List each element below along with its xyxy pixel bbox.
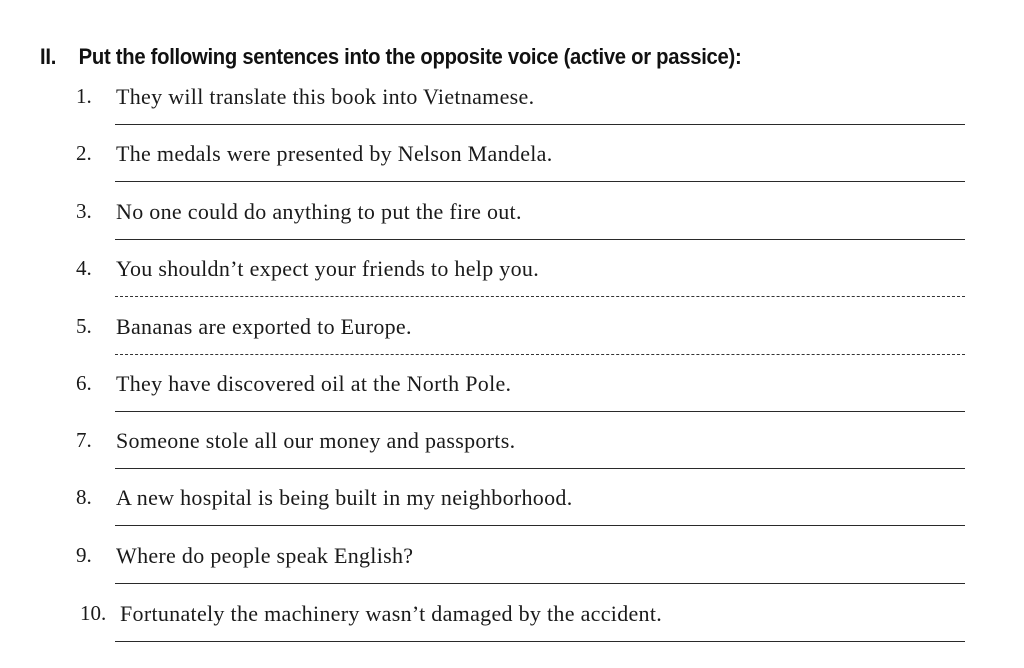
- section-number: II.: [40, 44, 57, 69]
- item-number: 2.: [76, 141, 92, 165]
- section-instruction: Put the following sentences into the opposite voice (active or passice):: [78, 44, 742, 69]
- answer-line[interactable]: [115, 641, 965, 642]
- item-number: 4.: [76, 256, 92, 280]
- exercise-item-1: [0, 84, 1024, 142]
- answer-line[interactable]: [115, 583, 965, 584]
- answer-line[interactable]: [115, 354, 965, 355]
- exercise-item-8: [0, 485, 1024, 543]
- exercise-item-10: [0, 601, 1024, 659]
- item-number: 3.: [76, 199, 92, 223]
- item-number: 7.: [76, 428, 92, 452]
- item-sentence: Where do people speak English?: [116, 543, 414, 568]
- item-sentence: You shouldn’t expect your friends to help you.: [116, 256, 540, 281]
- exercise-item-4: [0, 256, 1024, 314]
- exercise-item-7: [0, 428, 1024, 486]
- exercise-item-2: [0, 141, 1024, 199]
- item-sentence: No one could do anything to put the fire out.: [116, 199, 522, 224]
- section-heading: [40, 44, 741, 70]
- exercise-item-6: [0, 371, 1024, 429]
- item-number: 9.: [76, 543, 92, 567]
- item-number: 5.: [76, 314, 92, 338]
- item-number: 10.: [80, 601, 107, 625]
- item-sentence: They have discovered oil at the North Pole.: [116, 371, 512, 396]
- exercise-item-9: [0, 543, 1024, 601]
- item-number: 6.: [76, 371, 92, 395]
- item-sentence: Someone stole all our money and passports.: [116, 428, 516, 453]
- answer-line[interactable]: [115, 525, 965, 526]
- item-number: 1.: [76, 84, 92, 108]
- item-sentence: Bananas are exported to Europe.: [116, 314, 412, 339]
- answer-line[interactable]: [115, 181, 965, 182]
- item-sentence: A new hospital is being built in my neighborhood.: [116, 485, 573, 510]
- answer-line[interactable]: [115, 239, 965, 240]
- exercise-item-3: [0, 199, 1024, 257]
- item-sentence: They will translate this book into Vietnamese.: [116, 84, 535, 109]
- answer-line[interactable]: [115, 411, 965, 412]
- item-number: 8.: [76, 485, 92, 509]
- answer-line[interactable]: [115, 124, 965, 125]
- item-sentence: Fortunately the machinery wasn’t damaged by the accident.: [120, 601, 663, 626]
- item-sentence: The medals were presented by Nelson Mandela.: [116, 141, 553, 166]
- exercise-item-5: [0, 314, 1024, 372]
- answer-line[interactable]: [115, 468, 965, 469]
- answer-line[interactable]: [115, 296, 965, 297]
